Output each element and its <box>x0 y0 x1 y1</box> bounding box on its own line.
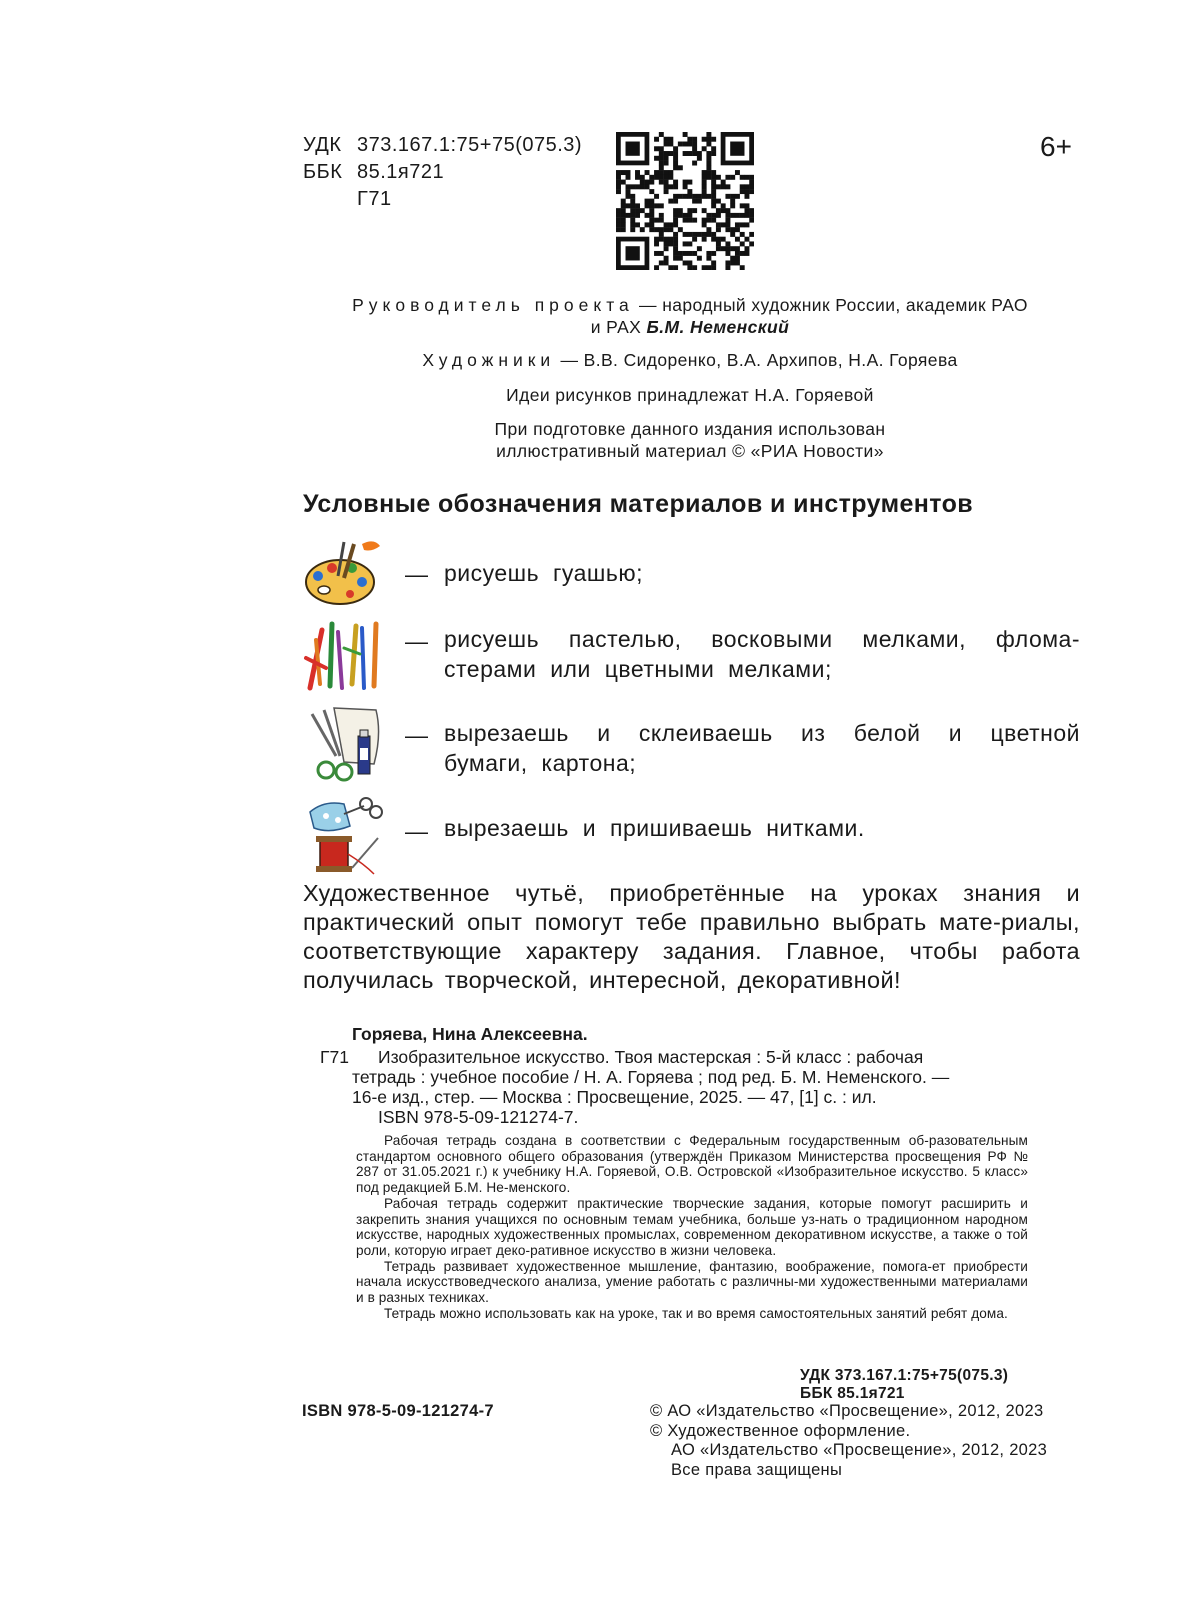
artists-text: — В.В. Сидоренко, В.А. Архипов, Н.А. Горяева <box>555 350 958 370</box>
bib-code: Г71 <box>320 1047 349 1067</box>
project-lead-text-2: и РАХ <box>590 317 647 337</box>
prep-line2: иллюстративный материал © «РИА Новости» <box>496 441 884 461</box>
bib-codes <box>800 1367 1008 1403</box>
annotation-paragraph: Рабочая тетрадь создана в соответствии с Федеральным государственным об-разовательным стандартом основного общего образования (утверждён Приказом Министерства просвещения РФ № 287 от 31.05.2021 г.) к учебнику Н.А. Горяевой, О.В. Островской «Изобразительное искусство. 5 класс» под редакцией Б.М. Не-менского. <box>356 1133 1028 1196</box>
age-rating: 6+ <box>1040 131 1072 162</box>
palette-icon <box>302 538 384 610</box>
bbk-value: 85.1я721 <box>357 161 445 183</box>
prep-note <box>300 418 1080 462</box>
legend-dash-3: — <box>405 722 428 748</box>
udk-label: УДК <box>303 134 342 156</box>
legend-text-crayons: рисуешь пастелью, восковыми мелками, флома-стерами или цветными мелками; <box>444 626 1080 682</box>
bib-annotation <box>356 1133 1028 1321</box>
legend-dash-2: — <box>405 628 428 654</box>
annotation-paragraph: Рабочая тетрадь содержит практические творческие задания, которые помогут расширить и закрепить знания учащихся по основным темам учебника, больше уз-нать о традиционном народном искусстве, народных художественных промыслах, современном декоративном искусстве, а также о той роли, которую играет деко-ративное искусство в жизни человека. <box>356 1195 1028 1258</box>
copyright-line-3: АО «Издательство «Просвещение», 2012, 2023 <box>671 1441 1048 1459</box>
legend-text-gouache: рисуешь гуашью; <box>444 560 643 586</box>
bib-bbk: ББК 85.1я721 <box>800 1385 905 1402</box>
legend-title: Условные обозначения материалов и инструментов <box>303 490 974 518</box>
bbk-label: ББК <box>303 161 343 183</box>
legend-dash-1: — <box>405 561 428 587</box>
bib-line2: тетрадь : учебное пособие / Н. А. Горяева ; под ред. Б. М. Неменского. — <box>352 1067 950 1087</box>
annotation-paragraph: Тетрадь развивает художественное мышление, фантазию, воображение, помога-ет приобрести начала искусствоведческого анализа, умение работать с различны-ми художественными материалами и в разных техниках. <box>356 1258 1028 1306</box>
bib-udk: УДК 373.167.1:75+75(075.3) <box>800 1367 1009 1384</box>
classification-codes <box>303 132 582 213</box>
crayons-icon <box>302 618 384 692</box>
annotation-paragraph: Тетрадь можно использовать как на уроке, так и во время самостоятельных занятий ребят дома. <box>384 1305 1008 1321</box>
legend-dash-4: — <box>405 818 428 844</box>
artists-label: Художники <box>422 350 556 370</box>
rights-reserved: Все права защищены <box>671 1460 843 1479</box>
ideas-line: Идеи рисунков принадлежат Н.А. Горяевой <box>506 385 874 405</box>
copyright-line-2: © Художественное оформление. <box>650 1421 911 1440</box>
qr-code <box>616 132 754 270</box>
prep-line1: При подготовке данного издания использован <box>494 419 886 439</box>
udk-value: 373.167.1:75+75(075.3) <box>357 134 583 156</box>
legend-text-sewing: вырезаешь и пришиваешь нитками. <box>444 815 865 841</box>
footer-isbn: ISBN 978-5-09-121274-7 <box>302 1402 494 1420</box>
bib-isbn: ISBN 978-5-09-121274-7. <box>378 1107 579 1127</box>
bib-line1: Изобразительное искусство. Твоя мастерская : 5-й класс : рабочая <box>378 1047 924 1067</box>
scissors-glue-icon <box>304 704 384 784</box>
project-lead-text: — народный художник России, академик РАО <box>633 295 1028 315</box>
bbk-line <box>303 159 582 186</box>
project-lead-name: Б.М. Неменский <box>646 317 790 337</box>
author-mark-line <box>303 186 582 213</box>
thread-needle-icon <box>304 794 384 876</box>
bib-author: Горяева, Нина Алексеевна. <box>352 1024 588 1044</box>
copyright-block <box>650 1402 1047 1480</box>
project-lead-line2 <box>300 316 1080 338</box>
udk-line <box>303 132 582 159</box>
credits-block <box>300 294 1080 338</box>
legend-text-cutting: вырезаешь и склеиваешь из белой и цветной бумаги, картона; <box>444 720 1080 776</box>
bib-description <box>352 1047 1028 1127</box>
bib-line3: 16-е изд., стер. — Москва : Просвещение, 2025. — 47, [1] с. : ил. <box>352 1087 877 1107</box>
intro-paragraph: Художественное чутьё, приобретённые на уроках знания и практический опыт помогут тебе правильно выбрать мате-риалы, соответствующие характеру задания. Главное, чтобы работа получилась творческой, интересной, декоративной! <box>303 880 1080 993</box>
artists-line <box>300 349 1080 371</box>
author-mark: Г71 <box>357 188 392 210</box>
project-lead <box>300 294 1080 316</box>
project-lead-label: Руководитель проекта <box>352 295 634 315</box>
copyright-line-1: © АО «Издательство «Просвещение», 2012, 2023 <box>650 1402 1044 1420</box>
